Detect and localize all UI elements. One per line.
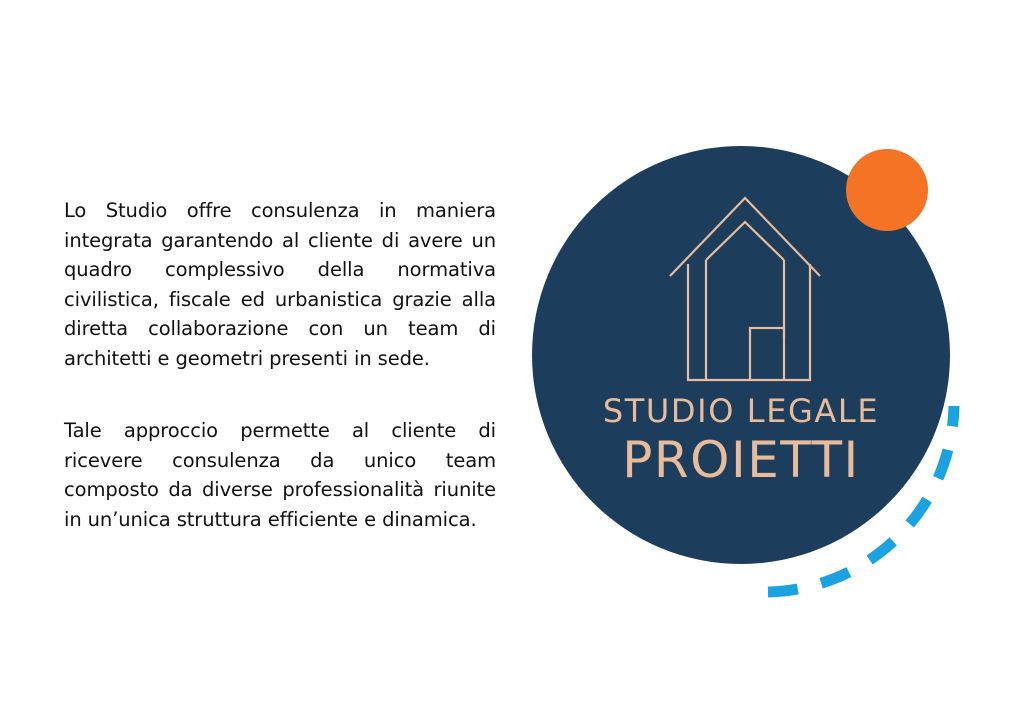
accent-dot-icon <box>846 149 928 231</box>
logo-group <box>520 130 990 600</box>
house-outline-icon <box>650 168 840 398</box>
logo-wordmark <box>532 392 950 488</box>
body-text-column <box>64 196 496 534</box>
paragraph-2: Tale approccio permette al cliente di ricevere consulenza da unico team composto da diverse professionalità riunite in un’unica struttura efficiente e dinamica. <box>64 419 496 531</box>
logo-wordmark-line1: STUDIO LEGALE <box>602 392 880 430</box>
logo-wordmark-line2: PROIETTI <box>622 431 860 489</box>
paragraph-1: Lo Studio offre consulenza in maniera integrata garantendo al cliente di avere un quadro complessivo della normativa civilistica, fiscale ed urbanistica grazie alla diretta collaborazione con un team di architetti e geometri presenti in sede. <box>64 199 496 370</box>
